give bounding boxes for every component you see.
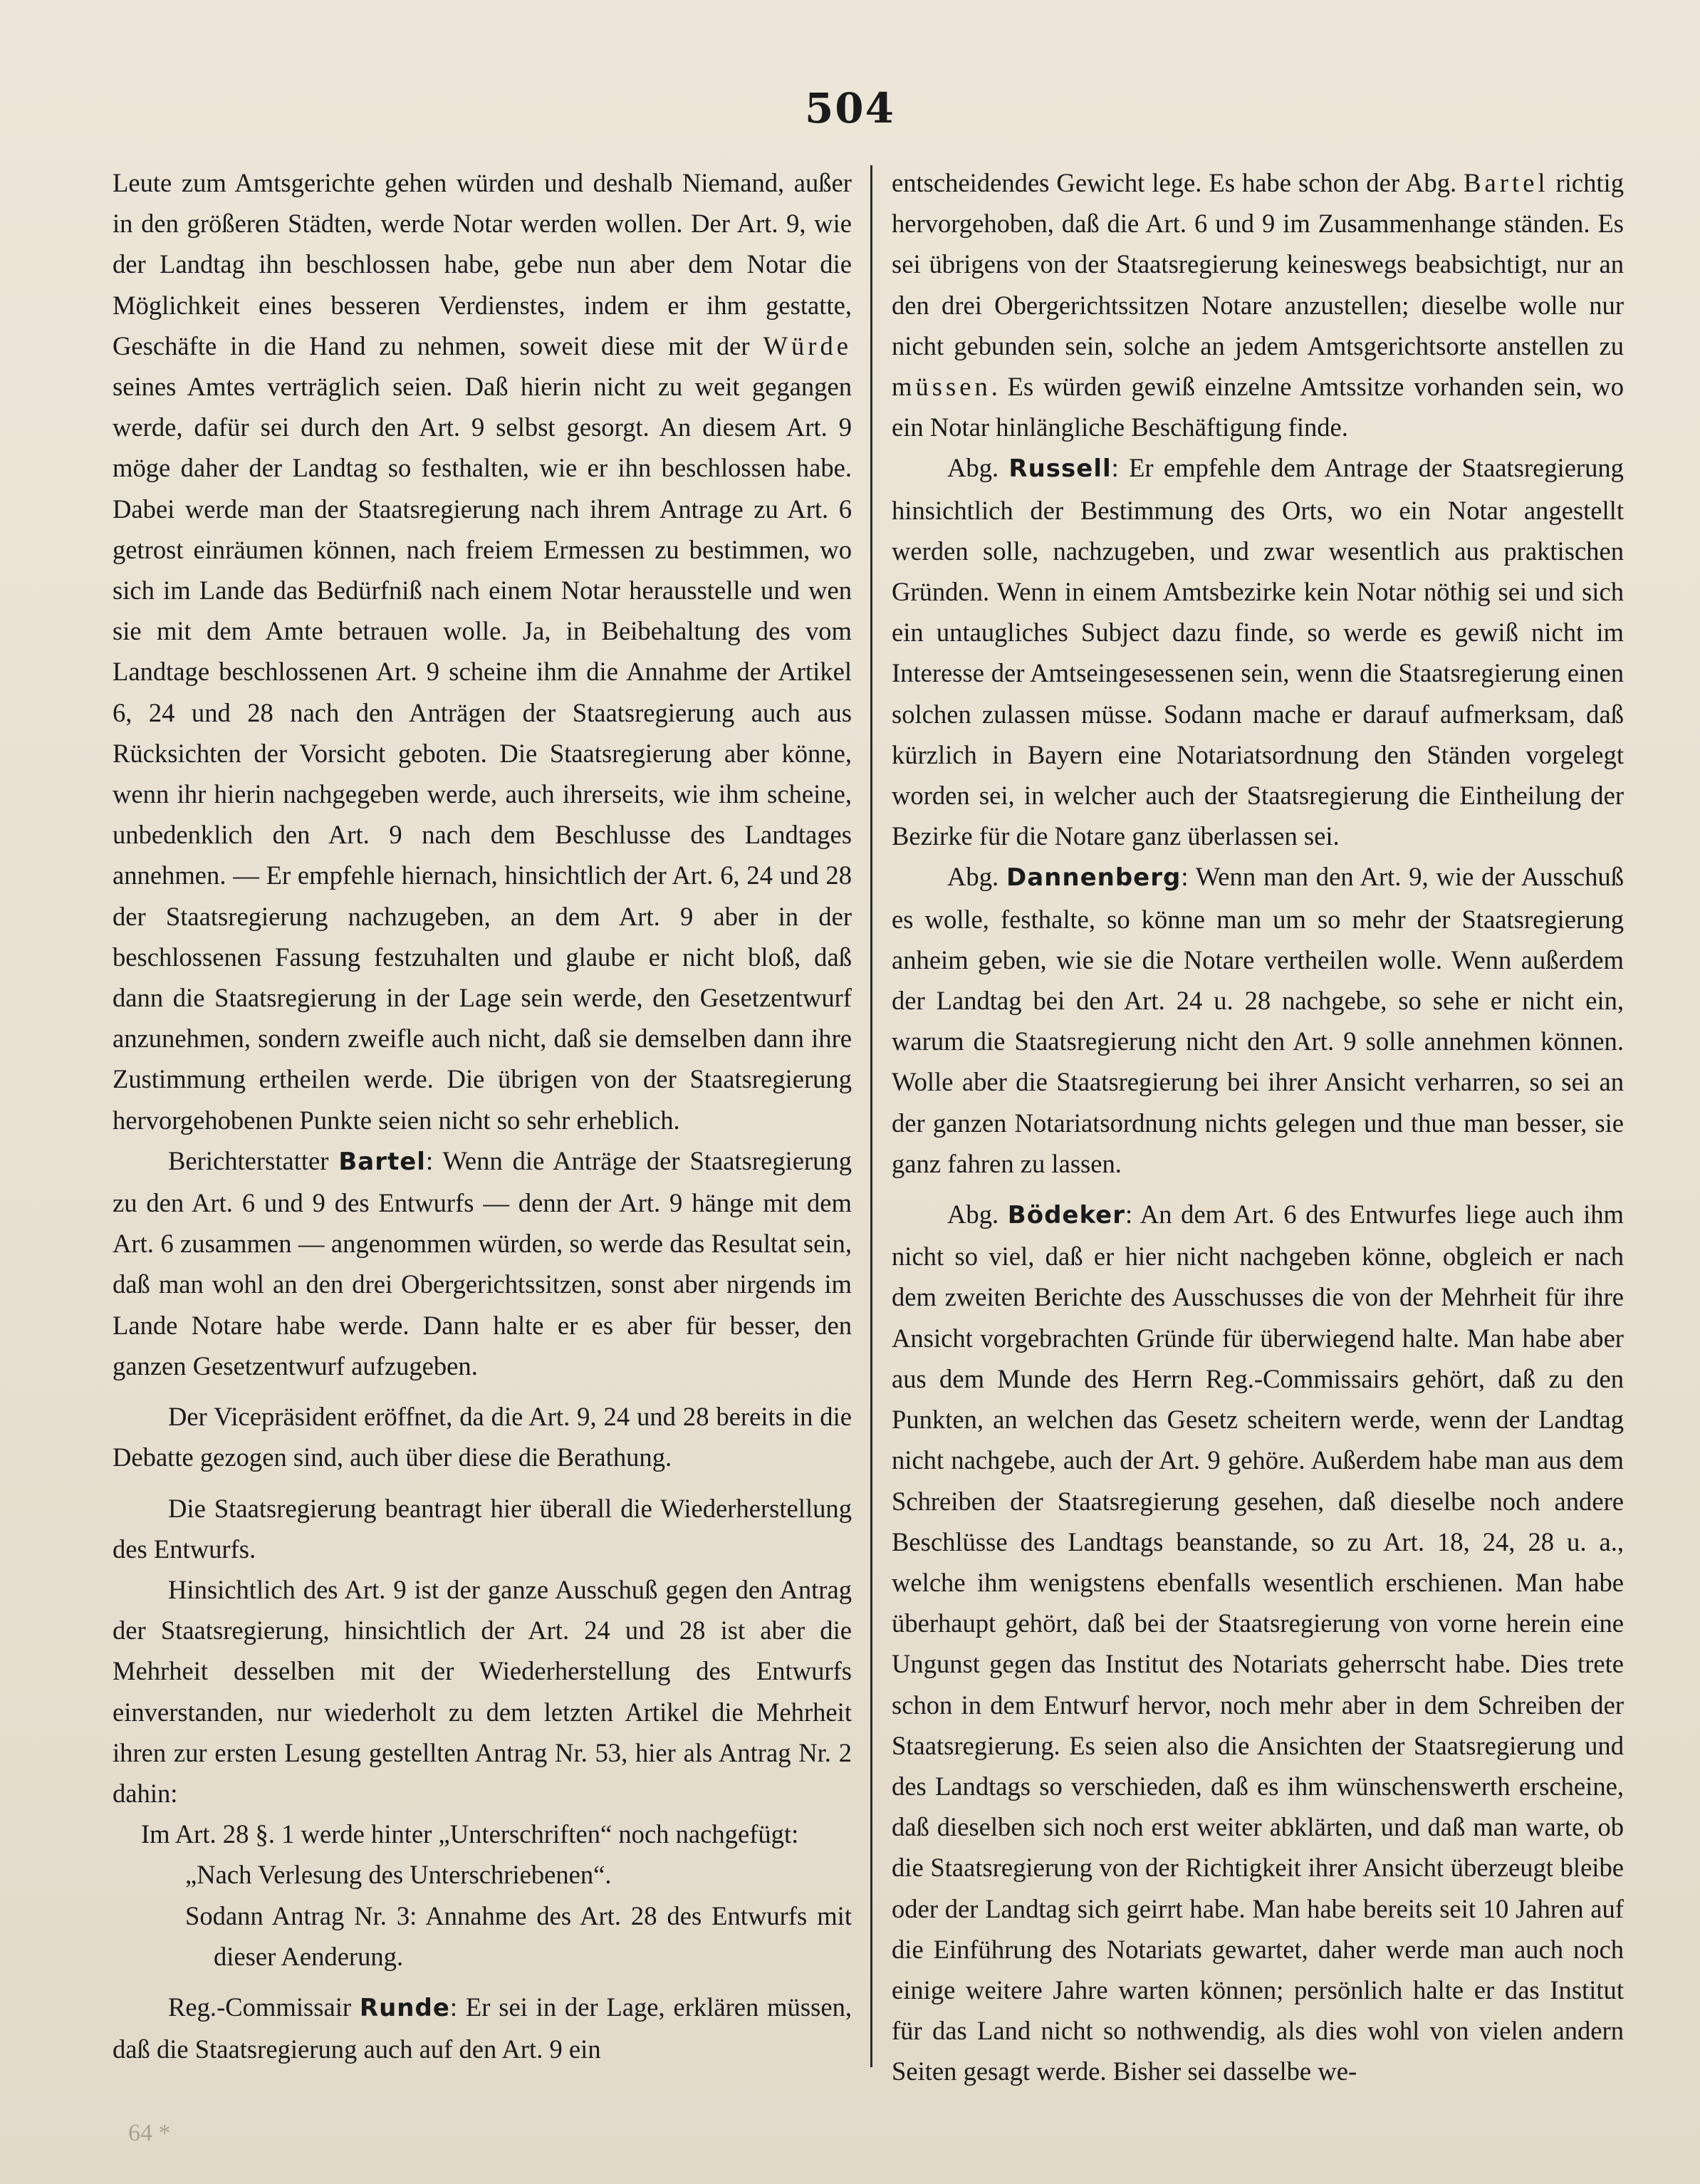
speaker-role: Berichterstatter: [168, 1145, 329, 1175]
paragraph-text: : Wenn man den Art. 9, wie der Ausschuß es wolle, festhalte, so könne man um so mehr der Staatsregierung anheim geben, wie sie die Notare vertheilen wolle. Wenn außerdem der Landtag bei den Art. 24 u. 28 nachgebe, so sehe er nicht ein, warum die Staatsregierung nicht den Art. 9 solle annehmen können. Wolle aber die Staatsregierung bei ihrer Ansicht verharren, so sei an der ganzen Notariatsordnung nichts gelegen und thue man besser, sie ganz fahren zu lassen.: [892, 862, 1624, 1178]
column-divider: [870, 165, 872, 2067]
paragraph-continuation: [892, 162, 1624, 447]
speaker-name: Bartel: [338, 1147, 426, 1176]
speaker-name: Runde: [359, 1993, 450, 2022]
speaker-role: Reg.-Commissair: [168, 1992, 352, 2022]
paragraph-motion-article-28: Im Art. 28 §. 1 werde hinter „Unterschriften“ noch nachgefügt:: [141, 1819, 799, 1849]
paragraph-text: : Er sei in der Lage, erklären müssen, daß die Staatsregierung auch auf den Art. 9 ein: [113, 1992, 852, 2064]
bleed-through-signature-mark: 64 *: [128, 2120, 171, 2146]
right-column: [892, 162, 1624, 2092]
speaker-name: Dannenberg: [1006, 863, 1182, 893]
paragraph-text: . Es würden gewiß einzelne Amtssitze vorhanden sein, wo ein Notar hinlängliche Beschäftigung finde.: [892, 372, 1624, 442]
paragraph-text: : An dem Art. 6 des Entwurfes liege auch ihm nicht so viel, daß er hier nicht nachgeben könne, obgleich er nach dem zweiten Berichte des Ausschusses die von der Mehrheit für ihre Ansicht vorgebrachten Gründe für überwiegend halte. Man habe aber aus dem Munde des Herrn Reg.-Commissairs gehört, daß zu den Punkten, an welchen das Gesetz scheitern werde, wenn der Landtag nicht nachgebe, auch der Art. 9 gehöre. Außerdem habe man aus dem Schreiben der Staatsregierung gesehen, daß dieselbe noch andere Beschlüsse des Landtags beanstande, so zu Art. 18, 24, 28 u. a., welche ihm wenigstens ebenfalls wesentlich erschienen. Man habe überhaupt gehört, daß bei der Staatsregierung von vorne herein eine Ungunst gegen das Institut des Notariats geherrscht habe. Dies trete schon in dem Entwurf hervor, noch mehr aber in dem Schreiben der Staatsregierung. Es seien also die Ansichten der Staatsregierung und des Landtags so verschieden, daß es ihm wünschenswerth erscheine, daß dieselben sich noch erst weiter abklärten, und daß man warte, ob die Staatsregierung von der Richtigkeit ihrer Ansicht überzeugt bleibe oder der Landtag sich geirrt habe. Man habe bereits seit 10 Jahren auf die Einführung des Notariats gewartet, daher werde man auch noch einige weitere Jahre warten können; persönlich halte er das Institut für das Land nicht so nothwendig, als dies wohl von vielen andern Seiten gesagt werde. Bisher sei dasselbe we-: [892, 1200, 1624, 2086]
speaker-name: Bödeker: [1007, 1201, 1125, 1230]
paragraph-ausschuss: Hinsichtlich des Art. 9 ist der ganze Ausschuß gegen den Antrag der Staatsregierung, hinsichtlich der Art. 24 und 28 ist aber die Mehrheit desselben mit der Wiederherstellung des Entwurfs einverstanden, nur wiederholt zu dem letzten Artikel die Mehrheit ihren zur ersten Lesung gestellten Antrag Nr. 53, hier als Antrag Nr. 2 dahin:: [113, 1574, 852, 1808]
speaker-name: Russell: [1008, 454, 1112, 484]
paragraph-text: : Wenn die Anträge der Staatsregierung zu den Art. 6 und 9 des Entwurfs — denn der Art. 9 hänge mit dem Art. 6 zusammen — angenommen würden, so werde das Resultat sein, daß man wohl an den drei Obergerichtssitzen, sonst aber nirgends im Lande Notare habe werde. Dann halte er es aber für besser, den ganzen Gesetzentwurf aufzugeben.: [113, 1145, 852, 1380]
emphasized-word: müssen: [892, 372, 991, 402]
speaker-role: Abg.: [947, 453, 999, 483]
paragraph-speech-russell: [892, 447, 1624, 856]
speaker-role: Abg.: [947, 862, 999, 892]
paragraph-speech-dannenberg: [892, 856, 1624, 1184]
emphasized-word: Würde: [763, 331, 852, 360]
speaker-role: Abg.: [947, 1200, 999, 1229]
paragraph-quoted-insertion: „Nach Verlesung des Unterschriebenen“.: [185, 1860, 612, 1890]
paragraph-motion-3: Sodann Antrag Nr. 3: Annahme des Art. 28 des Entwurfs mit dieser Aenderung.: [185, 1900, 852, 1971]
paragraph-continuation: [113, 162, 852, 1140]
left-column: [113, 162, 852, 2069]
paragraph-text: : Er empfehle dem Antrage der Staatsregierung hinsichtlich der Bestimmung des Orts, wo ein Notar angestellt werden solle, nachzugeben, und zwar wesentlich aus praktischen Gründen. Wenn in einem Amtsbezirke kein Notar nöthig sei und sich ein untaugliches Subject dazu finde, so werde es gewiß nicht im Interesse der Amtseingesessenen sein, wenn die Staatsregierung einen solchen zulassen müsse. Sodann mache er darauf aufmerksam, daß kürzlich in Bayern eine Notariatsordnung den Ständen vorgelegt worden sei, in welcher auch der Staatsregierung die Eintheilung der Bezirke für die Notare ganz überlassen sei.: [892, 453, 1624, 851]
page-number: 504: [804, 84, 896, 132]
paragraph-speech-bartel: [113, 1140, 852, 1386]
paragraph-speech-runde: [113, 1987, 852, 2069]
paragraph-staatsregierung: Die Staatsregierung beantragt hier überall die Wiederherstellung des Entwurfs.: [113, 1493, 852, 1564]
emphasized-word: Bartel: [1464, 168, 1549, 197]
paragraph-text: richtig hervorgehoben, daß die Art. 6 und 9 im Zusammenhange ständen. Es sei übrigens von der Staatsregierung keineswegs beabsichtigt, nur an den drei Obergerichtssitzen Notare anzustellen; dieselbe wolle nur nicht gebunden sein, solche an jedem Amtsgerichtsorte anstellen zu: [892, 168, 1624, 360]
paragraph-text: entscheidendes Gewicht lege. Es habe schon der Abg.: [892, 168, 1457, 197]
paragraph-text: seines Amtes verträglich seien. Daß hierin nicht zu weit gegangen werde, dafür sei durch den Art. 9 selbst gesorgt. An diesem Art. 9 möge daher der Landtag so festhalten, wie er ihn beschlossen habe. Dabei werde man der Staatsregierung nach ihrem Antrage zu Art. 6 getrost einräumen können, nach freiem Ermessen zu bestimmen, wo sich im Lande das Bedürfniß nach einem Notar herausstelle und wen sie mit dem Amte betrauen wolle. Ja, in Beibehaltung des vom Landtage beschlossenen Art. 9 scheine ihm die Annahme der Artikel 6, 24 und 28 nach den Anträgen der Staatsregierung auch aus Rücksichten der Vorsicht geboten. Die Staatsregierung aber könne, wenn ihr hierin nachgegeben werde, auch ihrerseits, wie ihm scheine, unbedenklich den Art. 9 nach dem Beschlusse des Landtages annehmen. — Er empfehle hiernach, hinsichtlich der Art. 6, 24 und 28 der Staatsregierung nachzugeben, an dem Art. 9 aber in der beschlossenen Fassung festzuhalten und glaube er nicht bloß, daß dann die Staatsregierung in der Lage sein werde, den Gesetzentwurf anzunehmen, sondern zweifle auch nicht, daß sie demselben dann ihre Zustimmung ertheilen werde. Die übrigen von der Staatsregierung hervorgehobenen Punkte seien nicht so sehr erheblich.: [113, 372, 852, 1135]
paragraph-vicepresident: Der Vicepräsident eröffnet, da die Art. 9, 24 und 28 bereits in die Debatte gezogen sind, auch über diese die Berathung.: [113, 1402, 852, 1472]
paragraph-speech-boedeker: [892, 1194, 1624, 2091]
paragraph-text: Leute zum Amtsgerichte gehen würden und deshalb Niemand, außer in den größeren Städten, werde Notar werden wollen. Der Art. 9, wie der Landtag ihn beschlossen habe, gebe nun aber dem Notar die Möglichkeit eines besseren Verdienstes, indem er ihm gestatte, Geschäfte in die Hand zu nehmen, soweit diese mit der: [113, 168, 852, 360]
